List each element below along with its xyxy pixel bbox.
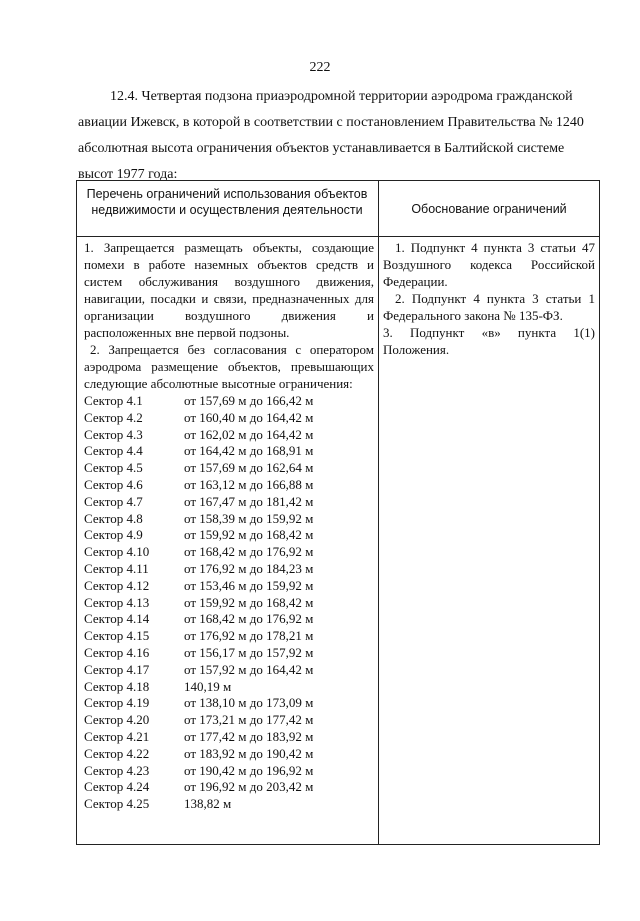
sector-height-range: от 158,39 м до 159,92 м: [184, 510, 314, 526]
sector-height-range: от 156,17 м до 157,92 м: [184, 644, 314, 660]
sector-row: [84, 493, 374, 510]
sector-height-range: от 159,92 м до 168,42 м: [184, 527, 314, 543]
header-restrictions-list: Перечень ограничений использования объектов недвижимости и осуществления деятельности: [86, 187, 368, 217]
sector-height-range: от 168,42 м до 176,92 м: [184, 611, 314, 627]
sector-row: [84, 795, 374, 812]
sector-row: [84, 694, 374, 711]
sector-height-range: от 168,42 м до 176,92 м: [184, 544, 314, 560]
sector-name: Сектор 4.18: [84, 678, 150, 694]
sector-height-range: от 183,92 м до 190,42 м: [184, 745, 314, 761]
sector-name: Сектор 4.14: [84, 611, 150, 627]
sector-height-range: 140,19 м: [184, 678, 232, 694]
sector-row: [84, 728, 374, 745]
sector-row: [84, 476, 374, 493]
sector-height-range: от 153,46 м до 159,92 м: [184, 577, 314, 593]
sector-row: [84, 526, 374, 543]
sector-row: [84, 442, 374, 459]
sector-name: Сектор 4.3: [84, 426, 143, 442]
sector-row: [84, 560, 374, 577]
table-header-row: [77, 181, 599, 237]
sector-name: Сектор 4.13: [84, 594, 150, 610]
sector-name: Сектор 4.8: [84, 510, 143, 526]
sector-row: [84, 644, 374, 661]
intro-line-1: 12.4. Четвертая подзона приаэродромной территории аэродрома гражданской: [110, 89, 573, 104]
sector-row: [84, 678, 374, 695]
sector-name: Сектор 4.15: [84, 628, 150, 644]
restriction-item-1: 1. Запрещается размещать объекты, создающие помехи в работе наземных объектов средств и систем обслуживания воздушного движения, навигации, посадки и связи, предназначенных для организации воздушного движения и расположенных вне первой подзоны.: [84, 240, 374, 340]
sector-name: Сектор 4.25: [84, 796, 150, 812]
sector-name: Сектор 4.16: [84, 644, 150, 660]
sector-height-range: от 196,92 м до 203,42 м: [184, 779, 314, 795]
sector-name: Сектор 4.6: [84, 476, 143, 492]
sector-name: Сектор 4.10: [84, 544, 150, 560]
sector-name: Сектор 4.24: [84, 779, 150, 795]
sector-height-range: от 160,40 м до 164,42 м: [184, 409, 314, 425]
justification-item-2: 2. Подпункт 4 пункта 3 статьи 1 Федерального закона № 135-ФЗ.: [383, 291, 595, 323]
sector-row: [84, 577, 374, 594]
sector-row: [84, 762, 374, 779]
sector-height-range: от 157,92 м до 164,42 м: [184, 661, 314, 677]
sector-height-range: от 190,42 м до 196,92 м: [184, 762, 314, 778]
sector-height-range: от 176,92 м до 178,21 м: [184, 628, 314, 644]
sector-row: [84, 409, 374, 426]
sector-name: Сектор 4.22: [84, 745, 150, 761]
sector-row: [84, 510, 374, 527]
sector-name: Сектор 4.5: [84, 460, 143, 476]
sector-row: [84, 778, 374, 795]
sector-row: [84, 543, 374, 560]
sector-height-range: от 167,47 м до 181,42 м: [184, 493, 314, 509]
sector-name: Сектор 4.17: [84, 661, 150, 677]
column-divider: [378, 181, 379, 844]
sector-height-range: от 177,42 м до 183,92 м: [184, 728, 314, 744]
restriction-item-2: 2. Запрещается без согласования с оператором аэродрома размещение объектов, превышающих следующие абсолютные высотные ограничения:: [84, 342, 374, 391]
sector-name: Сектор 4.9: [84, 527, 143, 543]
sector-height-range: от 163,12 м до 166,88 м: [184, 476, 314, 492]
sector-height-range: от 162,02 м до 164,42 м: [184, 426, 314, 442]
header-justification: Обоснование ограничений: [411, 202, 567, 216]
sector-height-range: от 173,21 м до 177,42 м: [184, 712, 314, 728]
sector-height-range: от 157,69 м до 162,64 м: [184, 460, 314, 476]
sector-row: [84, 627, 374, 644]
sector-name: Сектор 4.21: [84, 728, 150, 744]
sector-name: Сектор 4.1: [84, 393, 143, 408]
sector-name: Сектор 4.7: [84, 493, 143, 509]
intro-line-2: авиации Ижевск, в которой в соответствии с постановлением Правительства № 1240: [78, 115, 584, 130]
sector-row: [84, 610, 374, 627]
sector-row: [84, 661, 374, 678]
intro-line-4: высот 1977 года:: [78, 167, 178, 182]
sector-row: [84, 745, 374, 762]
sector-height-range: от 164,42 м до 168,91 м: [184, 443, 314, 459]
sector-row: [84, 594, 374, 611]
sector-name: Сектор 4.2: [84, 409, 143, 425]
justification-cell: [383, 239, 595, 358]
intro-paragraph: [78, 84, 598, 188]
sector-name: Сектор 4.19: [84, 695, 150, 711]
page-number: 222: [309, 60, 331, 75]
sector-height-range: от 138,10 м до 173,09 м: [184, 695, 314, 711]
sector-list: [84, 392, 374, 812]
sector-height-range: от 176,92 м до 184,23 м: [184, 560, 314, 576]
sector-name: Сектор 4.12: [84, 577, 150, 593]
sector-height-range: 138,82 м: [184, 796, 232, 812]
sector-row: [84, 426, 374, 443]
justification-item-3: 3. Подпункт «в» пункта 1(1) Положения.: [383, 325, 595, 357]
sector-row: [84, 711, 374, 728]
sector-height-range: от 157,69 м до 166,42 м: [184, 393, 314, 408]
sector-name: Сектор 4.23: [84, 762, 150, 778]
sector-name: Сектор 4.11: [84, 560, 149, 576]
restrictions-table: [76, 180, 600, 845]
intro-line-3: абсолютная высота ограничения объектов устанавливается в Балтийской системе: [78, 141, 565, 156]
restrictions-cell: [84, 239, 374, 812]
sector-row: [84, 459, 374, 476]
sector-height-range: от 159,92 м до 168,42 м: [184, 594, 314, 610]
sector-row: [84, 392, 374, 409]
justification-item-1: 1. Подпункт 4 пункта 3 статьи 47 Воздушного кодекса Российской Федерации.: [383, 240, 595, 289]
sector-name: Сектор 4.20: [84, 712, 150, 728]
sector-name: Сектор 4.4: [84, 443, 143, 459]
